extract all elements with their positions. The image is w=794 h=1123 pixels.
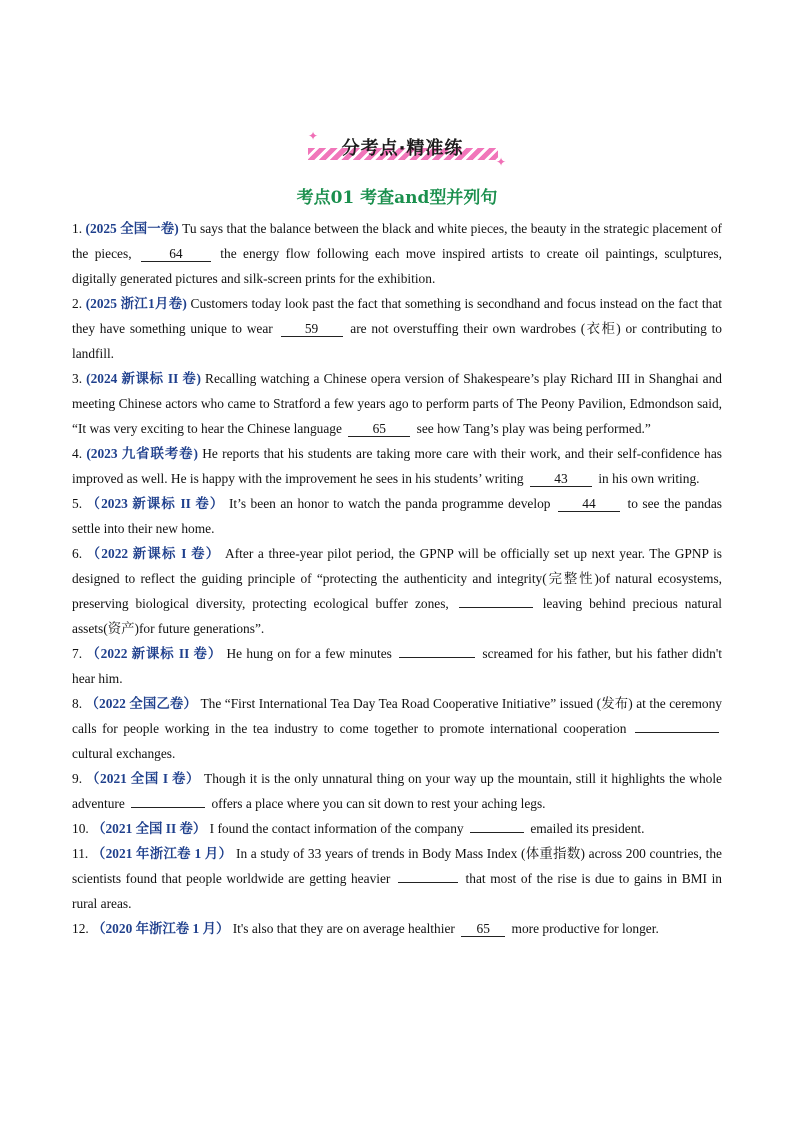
question-text-after: that most of the rise is due to gains in BMI in rural areas. xyxy=(72,871,722,911)
question-source: （2023 新课标 II 卷） xyxy=(86,496,225,511)
question-source: （2021 全国 II 卷） xyxy=(92,821,207,836)
question-text-after: offers a place where you can sit down to rest your aching legs. xyxy=(208,796,546,811)
question-item xyxy=(72,816,722,841)
question-source: （2022 新课标 I 卷） xyxy=(86,546,221,561)
sparkle-icon: ✦ xyxy=(308,129,319,143)
question-text-before: Though it is the only unnatural thing on your way up the mountain, still it highlights the whole adventure xyxy=(72,771,723,811)
question-item xyxy=(72,491,722,541)
question-number: 3. xyxy=(72,371,87,386)
question-item xyxy=(72,441,722,491)
question-number: 11. xyxy=(72,846,92,861)
answer-blank[interactable] xyxy=(635,717,719,733)
question-source: （2020 年浙江卷 1 月） xyxy=(92,921,230,936)
answer-blank[interactable]: 65 xyxy=(461,921,505,937)
question-number: 2. xyxy=(72,296,86,311)
answer-blank[interactable] xyxy=(470,817,524,833)
question-source: （2022 新课标 II 卷） xyxy=(86,646,223,661)
question-text-before: Customers today look past the fact that something is secondhand and focus instead on the fact that they have something unique to wear xyxy=(72,296,722,336)
question-item xyxy=(72,366,722,441)
question-source: (2025 浙江1月卷) xyxy=(85,296,187,311)
question-text-before: He hung on for a few minutes xyxy=(222,646,397,661)
question-item xyxy=(72,641,722,691)
question-number: 5. xyxy=(72,496,87,511)
question-item xyxy=(72,541,722,641)
answer-blank[interactable] xyxy=(131,792,205,808)
question-number: 6. xyxy=(72,546,87,561)
question-source: （2021 年浙江卷 1 月） xyxy=(91,846,233,861)
question-text-after: see how Tang’s play was being performed.” xyxy=(413,421,651,436)
sparkle-icon: ✦ xyxy=(496,155,507,169)
question-item xyxy=(72,766,722,816)
question-item xyxy=(72,291,722,366)
question-text-before: It's also that they are on average healthier xyxy=(229,921,459,936)
question-text-before: It’s been an honor to watch the panda programme develop xyxy=(224,496,555,511)
question-text-after: emailed its president. xyxy=(526,821,645,836)
question-item xyxy=(72,841,722,916)
question-text-before: The “First International Tea Day Tea Road Cooperative Initiative” issued (发布) at the ceremony calls for people working in the tea industry to come together to promote international cooperation xyxy=(72,696,722,736)
question-text-after: cultural exchanges. xyxy=(72,746,176,761)
question-text-after: screamed for his father, but his father didn't hear him. xyxy=(72,646,722,686)
question-source: （2021 全国 I 卷） xyxy=(86,771,201,786)
question-number: 8. xyxy=(72,696,86,711)
question-text-after: in his own writing. xyxy=(594,471,700,486)
answer-blank[interactable]: 65 xyxy=(348,421,410,437)
answer-blank[interactable]: 43 xyxy=(530,471,592,487)
section-title: 考点01 考查and型并列句 xyxy=(296,188,498,208)
answer-blank[interactable]: 59 xyxy=(281,321,343,337)
question-text-before: After a three-year pilot period, the GPNP will be officially set up next year. The GPNP is designed to reflect the guiding principle of “protecting the authenticity and integrity(完整性)of natural ecosystems, preserving biological diversity, protecting ecological buffer zones, xyxy=(72,546,723,611)
answer-blank[interactable]: 44 xyxy=(558,496,620,512)
question-text-before: Recalling watching a Chinese opera version of Shakespeare’s play Richard III in Shanghai and meeting Chinese actors who came to Stratford a few years ago to perform parts of The Peony Pavilion, Edmondson said, “It was very exciting to hear the Chinese language xyxy=(72,371,723,436)
question-source: (2023 九省联考卷) xyxy=(86,446,198,461)
question-text-before: In a study of 33 years of trends in Body Mass Index (体重指数) across 200 countries, the scientists found that people worldwide are getting heavier xyxy=(72,846,722,886)
answer-blank[interactable]: 64 xyxy=(141,246,211,262)
question-item xyxy=(72,691,722,766)
question-text-after: the energy flow following each move inspired artists to create oil paintings, sculptures, digitally generated pictures and silk-screen prints for the exhibition. xyxy=(72,246,722,286)
question-text-before: He reports that his students are taking more care with their work, and their self-confidence has improved as well. He is happy with the improvement he sees in his students’ writing xyxy=(72,446,722,486)
question-item xyxy=(72,916,722,941)
question-item xyxy=(72,216,722,291)
question-number: 9. xyxy=(72,771,87,786)
answer-blank[interactable] xyxy=(399,642,475,658)
question-number: 1. xyxy=(72,221,86,236)
answer-blank[interactable] xyxy=(459,592,533,608)
banner-title: 分考点·精准练 xyxy=(341,138,464,159)
question-text-after: are not overstuffing their own wardrobes (衣柜) or contributing to landfill. xyxy=(72,321,722,361)
section-banner xyxy=(300,130,505,170)
answer-blank[interactable] xyxy=(398,867,458,883)
question-text-after: more productive for longer. xyxy=(508,921,659,936)
question-text-before: I found the contact information of the company xyxy=(206,821,467,836)
question-number: 10. xyxy=(72,821,93,836)
question-text-after: to see the pandas settle into their new home. xyxy=(72,496,723,536)
question-list xyxy=(72,216,722,941)
question-source: (2025 全国一卷) xyxy=(85,221,179,236)
question-number: 4. xyxy=(72,446,87,461)
question-source: (2024 新课标 II 卷) xyxy=(86,371,201,386)
question-source: （2022 全国乙卷） xyxy=(85,696,197,711)
question-number: 7. xyxy=(72,646,87,661)
question-text-before: Tu says that the balance between the black and white pieces, the beauty in the strategic placement of the pieces, xyxy=(72,221,723,261)
question-number: 12. xyxy=(72,921,93,936)
question-text-after: leaving behind precious natural assets(资产)for future generations”. xyxy=(72,596,722,636)
